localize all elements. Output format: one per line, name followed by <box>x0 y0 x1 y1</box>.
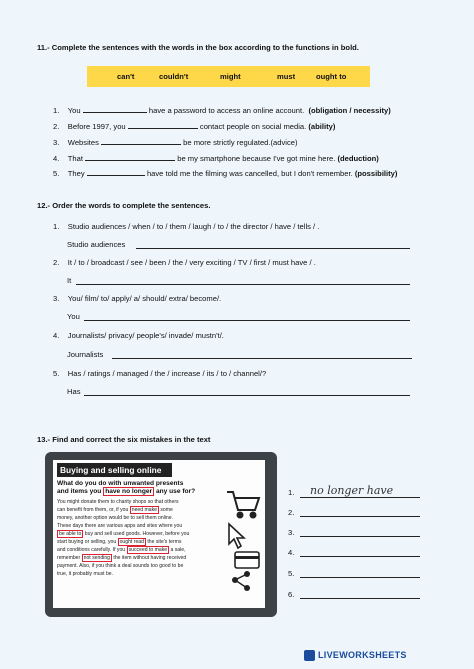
exercise-13-heading: 13.- Find and correct the six mistakes in the text <box>37 435 211 444</box>
ex12-prompt: 5. Has / ratings / managed / the / increase / its / to / channel/? <box>53 369 267 378</box>
article-line: payment. Also, if you think a deal sounds too good to be <box>57 563 184 569</box>
answer-line[interactable] <box>300 497 420 498</box>
exercise-11-heading: 11.- Complete the sentences with the words in the box according to the functions in bold. <box>37 43 359 52</box>
word-box-item: can't <box>117 72 135 81</box>
ex13-answer-number: 5. <box>288 569 295 578</box>
answer-blank[interactable] <box>85 160 175 161</box>
article-line: remember not sending the item without having received <box>57 555 187 561</box>
word-box-item: ought to <box>316 72 347 81</box>
answer-blank[interactable] <box>101 144 181 145</box>
ex13-answer-number: 4. <box>288 548 295 557</box>
answer-line[interactable] <box>84 395 410 396</box>
answer-line[interactable] <box>300 516 420 517</box>
answer-line[interactable] <box>300 577 420 578</box>
ex12-prompt: 1. Studio audiences / when / to / them / laugh / to / the director / have / tells / . <box>53 222 320 231</box>
article-line: and conditions carefully. If you succeed to make a sale, <box>57 547 186 553</box>
answer-blank[interactable] <box>128 128 198 129</box>
ex12-prompt: 3. You/ film/ to/ apply/ a/ should/ extra/ become/. <box>53 294 222 303</box>
ex12-prompt: 2. It / to / broadcast / see / been / the / very exciting / TV / first / must have / . <box>53 258 316 267</box>
answer-line[interactable] <box>84 320 410 321</box>
liveworksheets-logo-icon <box>304 650 315 661</box>
exercise-12-heading: 12.- Order the words to complete the sentences. <box>37 201 211 210</box>
credit-card-icon <box>235 552 259 568</box>
ex11-item: 1. You have a password to access an online account. (obligation / necessity) <box>53 106 391 115</box>
ex11-item: 2. Before 1997, you contact people on social media. (ability) <box>53 122 336 131</box>
article-screen <box>53 460 265 608</box>
article-image <box>45 452 277 617</box>
article-line: These days there are various apps and sites where you <box>57 523 183 529</box>
article-line: money, another option would be to sell them online. <box>57 515 174 521</box>
answer-line[interactable] <box>112 358 412 359</box>
word-box-item: couldn't <box>159 72 189 81</box>
answer-line[interactable] <box>136 248 410 249</box>
ex11-item: 5. They have told me the filming was cancelled, but I don't remember. (possibility) <box>53 169 398 178</box>
ex12-start: You <box>67 312 80 321</box>
ex12-start: Studio audiences <box>67 240 126 249</box>
word-box-item: must <box>277 72 296 81</box>
share-icon <box>232 571 250 591</box>
ex13-answer-number: 3. <box>288 528 295 537</box>
ex12-start: It <box>67 276 72 285</box>
word-box <box>87 66 370 87</box>
ex13-answer-number: 2. <box>288 508 295 517</box>
ex12-prompt: 4. Journalists/ privacy/ people's/ invade/ mustn't/. <box>53 331 224 340</box>
answer-line[interactable] <box>300 536 420 537</box>
answer-line[interactable] <box>76 284 410 285</box>
answer-blank[interactable] <box>87 175 145 176</box>
article-line: true, it probably must be. <box>57 571 114 577</box>
article-line: You might donate them to charity shops so that others <box>57 499 179 505</box>
shopping-icons <box>221 462 263 602</box>
footer-brand: LIVEWORKSHEETS <box>318 650 407 660</box>
answer-line[interactable] <box>300 598 420 599</box>
answer-blank[interactable] <box>83 112 147 113</box>
article-title: Buying and selling online <box>57 463 172 477</box>
article-subtitle: What do you do with unwanted presents and items you have no longer any use for? <box>57 480 196 495</box>
ex12-start: Journalists <box>67 350 104 359</box>
article-line: start buying or selling, you ought read the site's terms <box>57 539 182 545</box>
word-box-item: might <box>220 72 241 81</box>
article-line: can benefit from them, or, if you need make some <box>57 507 173 513</box>
article-line: be able to buy and sell used goods. However, before you <box>59 531 190 537</box>
cursor-arrow-icon <box>229 524 244 548</box>
ex13-answer-number: 6. <box>288 590 295 599</box>
ex11-item: 3. Websites be more strictly regulated.(advice) <box>53 138 298 147</box>
ex11-item: 4. That be my smartphone because I've got mine here. (deduction) <box>53 154 379 163</box>
ex13-answer-number: 1. <box>288 488 295 497</box>
answer-line[interactable] <box>300 556 420 557</box>
shopping-cart-icon <box>227 492 259 518</box>
ex12-start: Has <box>67 387 81 396</box>
ex13-answer-text: no longer have <box>310 484 394 497</box>
